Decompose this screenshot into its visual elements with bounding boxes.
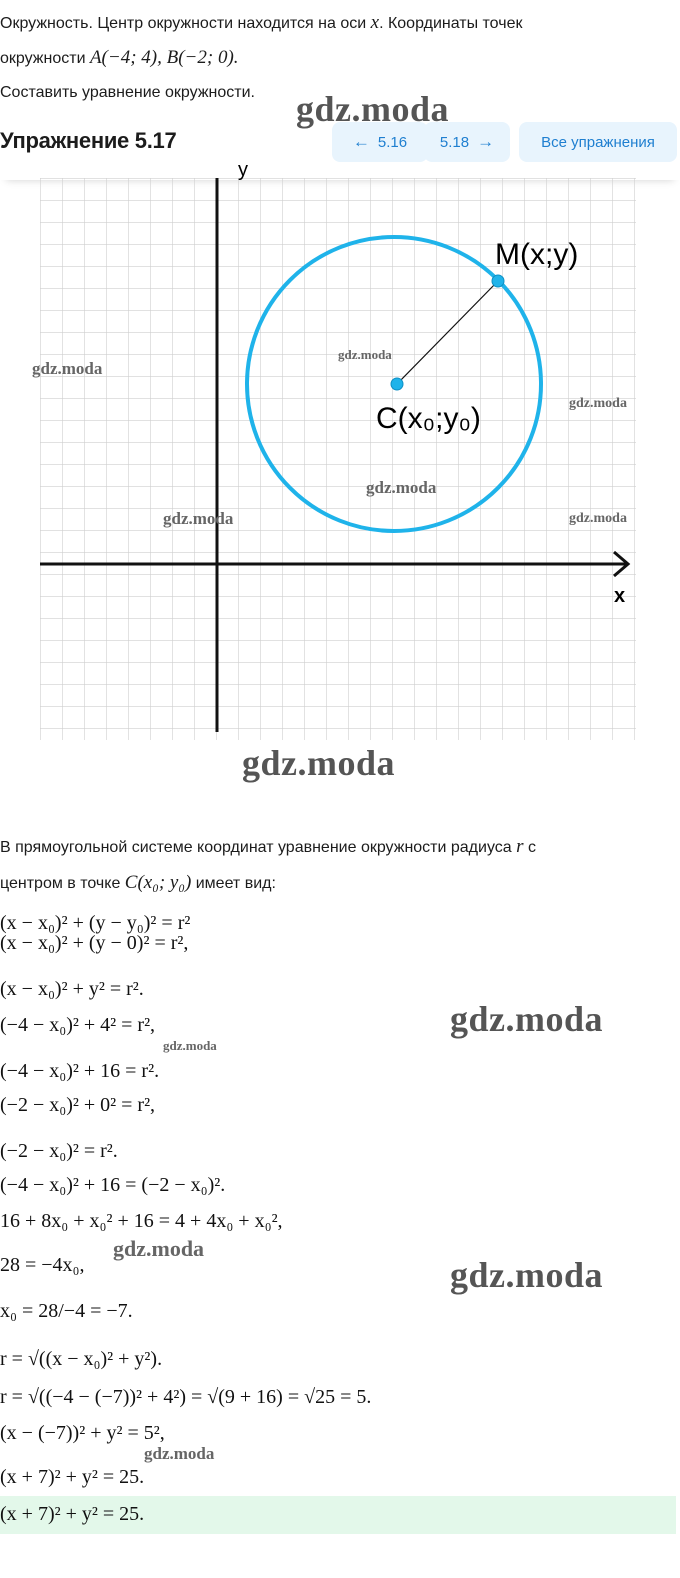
equation: (−4 − x₀)² + 16 = (−2 − x₀)². [0, 1174, 226, 1196]
x-axis-label: x [614, 585, 626, 607]
equation: r = √((x − x₀)² + y²). [0, 1348, 163, 1370]
watermark: gdz.moda [163, 509, 234, 528]
equation: (−2 − x₀)² = r². [0, 1140, 118, 1162]
watermark: gdz.moda [569, 396, 627, 411]
point-m-label: M(x;y) [495, 238, 579, 271]
watermark: gdz.moda [569, 511, 627, 526]
watermark: gdz.moda [338, 347, 392, 362]
answer: (x + 7)² + y² = 25. [0, 1503, 145, 1525]
equation: (−4 − x₀)² + 4² = r², [0, 1014, 156, 1036]
equation: (−2 − x₀)² + 0² = r², [0, 1094, 156, 1116]
point-m [492, 275, 504, 287]
watermark: gdz.moda [32, 359, 103, 378]
watermark: gdz.moda [450, 999, 604, 1039]
watermark: gdz.moda [450, 1255, 604, 1295]
prev-exercise-label: 5.16 [377, 133, 408, 151]
exercise-title: Упражнение 5.17 [0, 128, 177, 153]
equation: (x − x₀)² + (y − 0)² = r², [0, 932, 189, 954]
circle-figure [0, 159, 680, 748]
solution-intro-line-2: центром в точке C(x₀; y₀) имеет вид: [0, 872, 276, 893]
y-axis-label: y [238, 159, 248, 181]
watermark: gdz.moda [163, 1038, 217, 1053]
watermark: gdz.moda [113, 1236, 205, 1261]
center-point [391, 378, 403, 390]
watermark: gdz.moda [144, 1444, 215, 1463]
watermark: gdz.moda [296, 89, 450, 129]
all-exercises-button[interactable] [519, 122, 677, 162]
arrow-left-icon: ← [352, 132, 370, 151]
equation: (x + 7)² + y² = 25. [0, 1466, 145, 1488]
all-exercises-label: Все упражнения [541, 133, 655, 151]
task-line-3: Составить уравнение окружности. [0, 84, 255, 101]
equation: (x − (−7))² + y² = 5², [0, 1422, 165, 1444]
equation: (−4 − x₀)² + 16 = r². [0, 1060, 160, 1082]
next-exercise-label: 5.18 [439, 133, 470, 151]
watermark: gdz.moda [366, 478, 437, 497]
task-line-1: Окружность. Центр окружности находится на оси x. Координаты точек [0, 12, 523, 33]
task-line-2: окружности A(−4; 4), B(−2; 0). [0, 47, 239, 68]
equation-general: (x − x₀)² + (y − y₀)² = r² [0, 912, 191, 934]
solution-intro-line-1: В прямоугольной системе координат уравнение окружности радиуса r с [0, 836, 536, 857]
equation: 16 + 8x₀ + x₀² + 16 = 4 + 4x₀ + x₀², [0, 1210, 283, 1232]
equation: (x − x₀)² + y² = r². [0, 978, 144, 1000]
watermark: gdz.moda [242, 743, 396, 783]
arrow-right-icon: → [477, 132, 495, 151]
equation: x₀ = 28/−4 = −7. [0, 1300, 133, 1322]
equation: r = √((−4 − (−7))² + 4²) = √(9 + 16) = √25 = 5. [0, 1386, 372, 1408]
point-c-label: C(x₀;y₀) [376, 402, 481, 435]
equation: 28 = −4x₀, [0, 1254, 85, 1276]
